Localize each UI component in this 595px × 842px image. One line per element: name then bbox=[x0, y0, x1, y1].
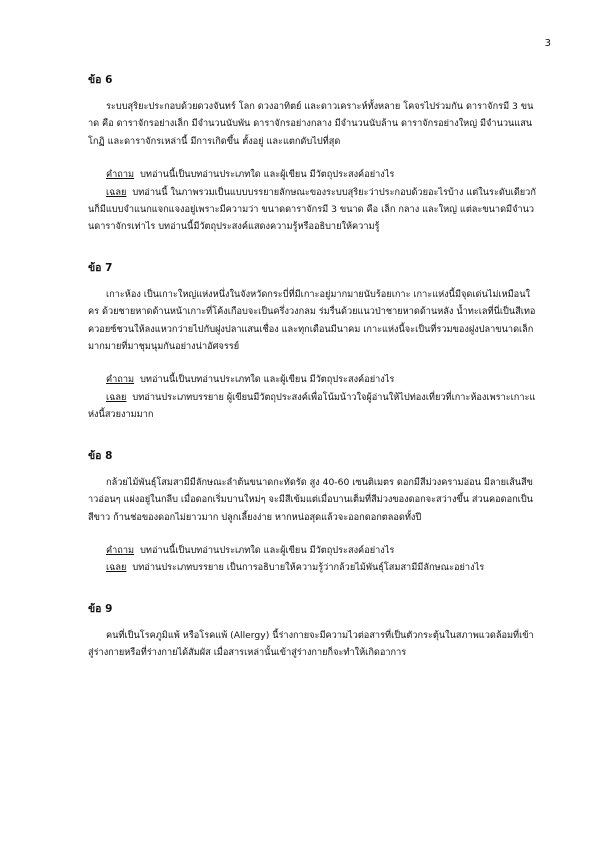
question-label: คำถาม bbox=[106, 544, 135, 556]
item-6 bbox=[88, 72, 536, 236]
item-paragraph: เกาะห้อง เป็นเกาะใหญ่แห่งหนึ่งในจังหวัดกระบี่ที่มีเกาะอยู่มากมายนับร้อยเกาะ เกาะแห่งนี้มีจุดเด่นไม่เหมือนใคร ด้วยชายหาดด้านหน้าเกาะที่โค้งเกือบจะเป็นครึ่งวงกลม ร่มรื่นด้วยแนวป่าชายหาดด้านหลัง น้ำทะเลที่นี่เป็นสีเทอควอยซ์ชวนให้ลงแหวกว่ายไปกับฝูงปลาแสนเชื่อง และทุกเดือนมีนาคม เกาะแห่งนี้จะเป็นที่รวมของฝูงปลาขนาดเล็กมากมายที่มาชุมนุมกันอย่างน่าอัศจรรย์ bbox=[88, 288, 536, 353]
item-paragraph: คนที่เป็นโรคภูมิแพ้ หรือโรคแพ้ (Allergy) นี้ร่างกายจะมีความไวต่อสารที่เป็นตัวกระตุ้นในสภาพแวดล้อมที่เข้าสู่ร่างกายหรือที่ร่างกายได้สัมผัส เมื่อสารเหล่านั้นเข้าสู่ร่างกายก็จะทำให้เกิดอาการ bbox=[88, 629, 534, 659]
qa-block bbox=[88, 371, 536, 423]
question-label: คำถาม bbox=[106, 169, 135, 181]
question-text: บทอ่านนี้เป็นบทอ่านประเภทใด และผู้เขียน มีวัตถุประสงค์อย่างไร bbox=[140, 544, 395, 556]
item-8 bbox=[88, 448, 536, 577]
answer-line bbox=[88, 559, 536, 576]
qa-block bbox=[88, 542, 536, 577]
answer-line bbox=[88, 184, 536, 236]
answer-text: บทอ่านประเภทบรรยาย ผู้เขียนมีวัตถุประสงค์เพื่อโน้มน้าวใจผู้อ่านให้ไปท่องเที่ยวที่เกาะห้องเพราะเกาะแห่งนี้สวยงามมาก bbox=[88, 391, 536, 421]
item-heading: ข้อ 6 bbox=[88, 74, 113, 86]
answer-line bbox=[88, 389, 536, 424]
question-line bbox=[88, 166, 536, 183]
question-text: บทอ่านนี้เป็นบทอ่านประเภทใด และผู้เขียน มีวัตถุประสงค์อย่างไร bbox=[140, 169, 395, 181]
question-text: บทอ่านนี้เป็นบทอ่านประเภทใด และผู้เขียน มีวัตถุประสงค์อย่างไร bbox=[140, 374, 395, 386]
page-number: 3 bbox=[544, 38, 551, 49]
item-heading: ข้อ 7 bbox=[88, 261, 113, 274]
answer-label: เฉลย bbox=[106, 391, 127, 403]
answer-label: เฉลย bbox=[106, 186, 127, 198]
item-heading: ข้อ 8 bbox=[88, 449, 113, 462]
question-label: คำถาม bbox=[106, 374, 135, 386]
qa-block bbox=[88, 166, 536, 236]
question-line bbox=[88, 542, 536, 559]
item-paragraph: กล้วยไม้พันธุ์โสมสามีมีลักษณะลำต้นขนาดกะทัดรัด สูง 40-60 เซนติเมตร ดอกมีสีม่วงครามอ่อน มีลายเส้นสีขาวอ่อนๆ แผ่งอยู่ในกลีบ เมื่อดอกเริ่มบานใหม่ๆ จะมีสีเข้มแต่เมื่อบานเต็มที่สีม่วงของดอกจะสว่างขึ้น ส่วนคอดอกเป็นสีขาว ก้านช่อของดอกไม่ยาวมาก ปลูกเลี้ยงง่าย หากหน่อสุดแล้วจะออกดอกตลอดทั้งปี bbox=[88, 476, 533, 523]
item-paragraph: ระบบสุริยะประกอบด้วยดวงจันทร์ โลก ดวงอาทิตย์ และดาวเคราะห์ทั้งหลาย โคจรไปร่วมกัน ดาราจักรมี 3 ขนาด คือ ดาราจักรอย่างเล็ก มีจำนวนนับพัน ดาราจักรอย่างกลาง มีจำนวนนับล้าน ดาราจักรอย่างใหญ่ มีจำนวนแสนโกฏิ และดาราจักรเหล่านี้ มีการเกิดขึ้น ตั้งอยู่ และแตกดับไปที่สุด bbox=[88, 101, 534, 147]
item-heading: ข้อ 9 bbox=[88, 602, 113, 615]
answer-label: เฉลย bbox=[106, 562, 127, 574]
question-line bbox=[88, 371, 536, 388]
answer-text: บทอ่านนี้ ในภาพรวมเป็นแบบบรรยายลักษณะของระบบสุริยะว่าประกอบด้วยอะไรบ้าง แต่ในระดับเดียวกันก็มีแบบจำแนกแจกแจงอยู่เพราะมีความว่า ขนาดดาราจักรมี 3 ขนาด คือ เล็ก กลาง และใหญ่ แต่ละขนาดมีจำนวนดาราจักรเท่าไร บทอ่านนี้มีวัตถุประสงค์แสดงความรู้หรืออธิบายให้ความรู้ bbox=[88, 186, 536, 233]
item-9 bbox=[88, 601, 536, 662]
answer-text: บทอ่านประเภทบรรยาย เป็นการอธิบายให้ความรู้ว่ากล้วยไม้พันธุ์โสมสามีมีลักษณะอย่างไร bbox=[132, 562, 485, 574]
item-7 bbox=[88, 260, 536, 424]
document-body bbox=[88, 72, 536, 686]
